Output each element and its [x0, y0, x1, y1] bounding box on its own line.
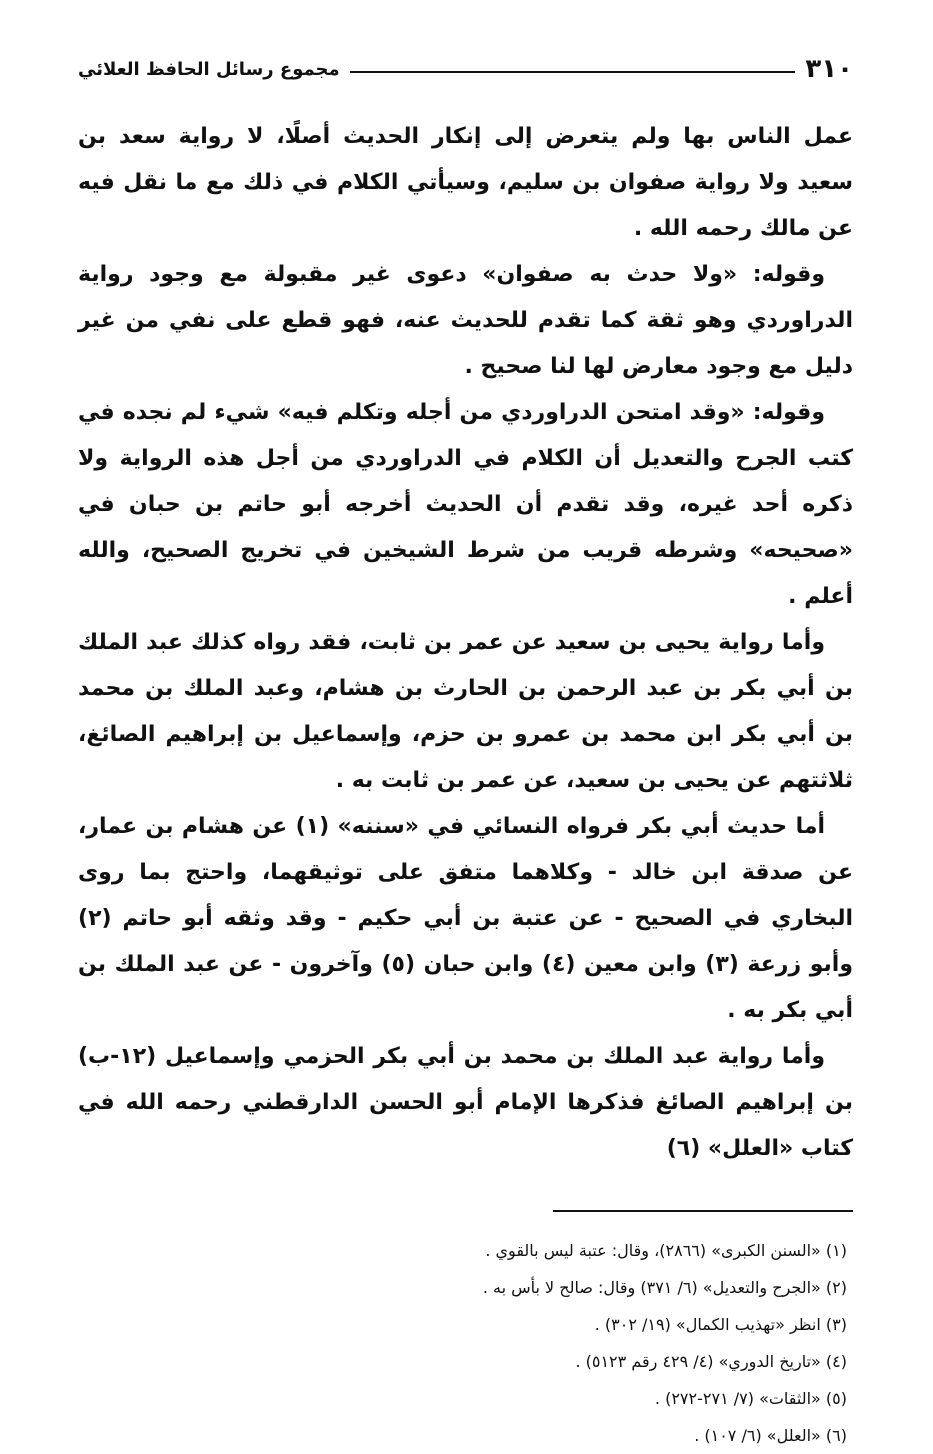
running-header: [78, 48, 853, 90]
paragraph: وقوله: «وقد امتحن الدراوردي من أجله وتكلم فيه» شيء لم نجده في كتب الجرح والتعديل أن الكلام في الدراوردي من أجل هذه الرواية ولا ذكره أحد غيره، وقد تقدم أن الحديث أخرجه أبو حاتم بن حبان في «صحيحه» وشرطه قريب من شرط الشيخين في تخريج الصحيح، والله أعلم .: [78, 400, 853, 609]
header-rule: [350, 71, 796, 73]
paragraph: أما حديث أبي بكر فرواه النسائي في «سننه» (١) عن هشام بن عمار، عن صدقة ابن خالد - وكلاهما متفق على توثيقهما، واحتج بما روى البخاري في الصحيح - عن عتبة بن أبي حكيم - وقد وثقه أبو حاتم (٢) وأبو زرعة (٣) وابن معين (٤) وابن حبان (٥) وآخرون - عن عبد الملك بن أبي بكر به .: [78, 814, 853, 1023]
footnote: (٥) «الثقات» (٧/ ٢٧١-٢٧٢) .: [654, 1389, 847, 1408]
paragraph: عمل الناس بها ولم يتعرض إلى إنكار الحديث أصلًا، لا رواية سعد بن سعيد ولا رواية صفوان بن سليم، وسيأتي الكلام في ذلك مع ما نقل فيه عن مالك رحمه الله .: [78, 124, 853, 241]
footnote: (١) «السنن الكبرى» (٢٨٦٦)، وقال: عتبة ليس بالقوي .: [485, 1241, 847, 1260]
main-text: [78, 114, 853, 1172]
footnote: (٢) «الجرح والتعديل» (٦/ ٣٧١) وقال: صالح لا بأس به .: [482, 1278, 847, 1297]
footnotes: [78, 1232, 853, 1454]
book-page: [78, 48, 853, 1445]
paragraph: وقوله: «ولا حدث به صفوان» دعوى غير مقبولة مع وجود رواية الدراوردي وهو ثقة كما تقدم للحديث عنه، فهو قطع على نفي من غير دليل مع وجود معارض لها لنا صحيح .: [78, 262, 853, 379]
footnote: (٤) «تاريخ الدوري» (٤/ ٤٢٩ رقم ٥١٢٣) .: [575, 1352, 847, 1371]
book-title: مجموع رسائل الحافظ العلائي: [78, 58, 340, 80]
paragraph: وأما رواية يحيى بن سعيد عن عمر بن ثابت، فقد رواه كذلك عبد الملك بن أبي بكر بن عبد الرحمن بن الحارث بن هشام، وعبد الملك بن محمد بن أبي بكر ابن محمد بن عمرو بن حزم، وإسماعيل بن إبراهيم الصائغ، ثلاثتهم عن يحيى بن سعيد، عن عمر بن ثابت به .: [78, 630, 853, 793]
page-number: ٣١٠: [805, 54, 853, 84]
footnote-separator: [553, 1210, 853, 1212]
footnote: (٣) انظر «تهذيب الكمال» (١٩/ ٣٠٢) .: [594, 1315, 847, 1334]
paragraph: وأما رواية عبد الملك بن محمد بن أبي بكر الحزمي وإسماعيل (١٢-ب) بن إبراهيم الصائغ فذكرها الإمام أبو الحسن الدارقطني رحمه الله في كتاب «العلل» (٦): [78, 1044, 853, 1161]
footnote: (٦) «العلل» (٦/ ١٠٧) .: [694, 1426, 847, 1445]
